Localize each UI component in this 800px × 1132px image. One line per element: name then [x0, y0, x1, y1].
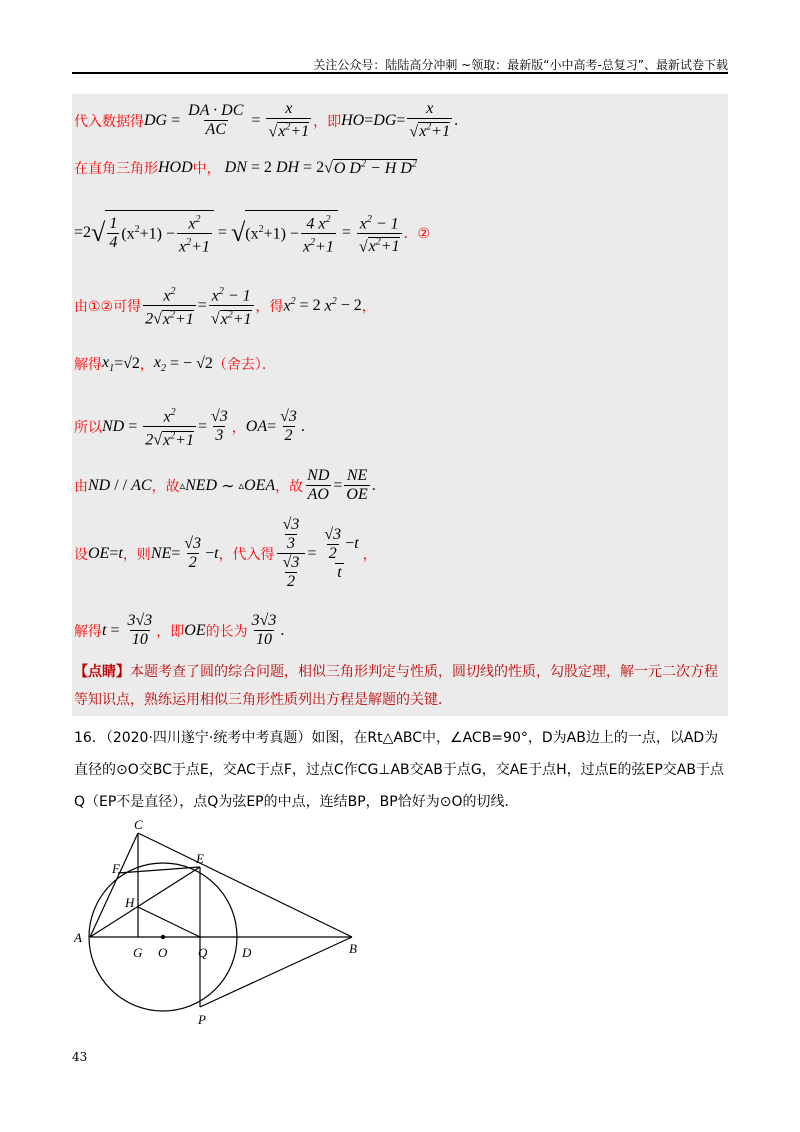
label-q: Q: [198, 945, 208, 960]
fraction: $\frac{DA \cdot DC}{AC}$: [188, 102, 244, 139]
text-fragment: ．②: [403, 226, 431, 243]
text-fragment: ，则: [122, 546, 151, 563]
header-rule: [72, 72, 728, 74]
page-header: 关注公众号：陆陆高分冲刺 ~领取：最新版“小中高考-总复习”、最新试卷下载: [313, 58, 728, 72]
line-cb: [138, 833, 352, 937]
question-text: （2020·四川遂宁·统考中考真题）如图，在Rt△ABC中，∠ACB=90°，D为AB边上的一点，以AD为直径的⊙O交BC于点E，交AC于点F，过点C作CG⊥AB交AB于点G，交AE于点H，过点E的弦EP交AB于点Q（EP不是直径），点Q为弦EP的中点，连结BP，BP恰好为⊙O的切线．: [74, 730, 724, 810]
solution-line-5: 解得 $x_1$ =√2 ， $x_2$ = − √2 （舍去）．: [74, 354, 276, 375]
text-fragment: （舍去）．: [212, 357, 276, 374]
comment-text: 本题考查了圆的综合问题，相似三角形判定与性质，圆切线的性质，勾股定理，解一元二次方程等知识点，熟练运用相似三角形性质列出方程是解题的关键．: [74, 664, 718, 708]
text-fragment: 由: [74, 478, 88, 495]
label-f: F: [112, 861, 120, 876]
text-fragment: 由①②可得: [74, 298, 142, 315]
solution-line-3: =2 √ $\frac{1}{4}$ $(x^2+1)$ − $\frac{x^2}{x^2+1}$ = √ $(x^2+1)$ − $\frac{4 x^2}{x^2+1}$ = $\frac{x^2 - 1}{√x^2+1}$ ．②: [74, 210, 430, 257]
solution-line-4: 由①②可得 $\frac{x^2}{2√x^2+1}$ = $\frac{x^2 - 1}{√x^2+1}$ ，得 $x^2$ = 2 $x^2$ − 2 ，: [74, 286, 376, 328]
question-16: [74, 722, 728, 818]
label-h: H: [125, 895, 135, 910]
text-fragment: 在直角三角形: [74, 161, 158, 177]
text-fragment: 设: [74, 546, 88, 563]
label-d: D: [242, 945, 252, 960]
fraction: $\frac{x}{√x^2+1}$: [268, 100, 310, 141]
solution-line-9: 解得 t = $\frac{3√3}{10}$ ，即 OE 的长为 $\frac{3√3}{10}$ .: [74, 612, 285, 648]
text-fragment: HOD: [158, 159, 193, 176]
line-hq: [138, 907, 200, 937]
text-fragment: 解得: [74, 357, 102, 374]
comment-block: [74, 658, 726, 714]
line-bp: [200, 937, 352, 1007]
text-fragment: 的长为: [205, 623, 248, 640]
solution-line-1: 代入数据得 DG = $\frac{DA \cdot DC}{AC}$ = $\frac{x}{√x^2+1}$ ，即 HO = DG = $\frac{x}{√x^2+1}$ .: [74, 100, 459, 141]
text-fragment: ，故: [151, 478, 180, 495]
geometry-figure: [60, 815, 380, 1025]
page-number: 43: [72, 1050, 88, 1064]
text-fragment: ，故: [275, 478, 304, 495]
text-fragment: ，即: [313, 113, 342, 130]
solution-line-8: 设 OE = t ，则 NE = $\frac{√3}{2}$ − t ，代入得 $\frac{\frac{√3}{3}}{\frac{√3}{2}}$ = $\frac{√3}{2}$ − t t ，: [74, 516, 377, 590]
text-fragment: ，代入得: [218, 546, 275, 563]
text-fragment: 所以: [74, 419, 102, 436]
label-o: O: [158, 945, 168, 960]
solution-line-6: 所以 ND = $\frac{x^2}{2√x^2+1}$ = $\frac{√3}{3}$ ， OA = $\frac{√3}{2}$ .: [74, 407, 305, 449]
label-a: A: [74, 930, 82, 945]
label-c: C: [134, 817, 143, 832]
label-e: E: [196, 851, 204, 866]
label-g: G: [133, 945, 143, 960]
label-b: B: [349, 941, 357, 956]
solution-line-2: 在直角三角形 HOD 中， DN = 2 DH = 2 √O $D^2 - H$ $D^2$: [74, 158, 417, 177]
text-fragment: ，即: [156, 623, 185, 640]
fraction: $\frac{x}{√x^2+1}$: [409, 100, 451, 141]
solution-line-7: 由 ND / / AC ，故 ▵ NED ∼ ▵ OEA ，故 $\frac{ND}{AO}$ = $\frac{NE}{OE}$ .: [74, 467, 376, 503]
text-fragment: 代入数据得: [74, 113, 144, 130]
label-p: P: [198, 1012, 206, 1025]
question-number: 16．: [74, 730, 106, 746]
text-fragment: ，得: [255, 298, 284, 315]
comment-tag: 【点睛】: [74, 664, 130, 680]
text-fragment: 中，: [192, 161, 221, 177]
text-fragment: 解得: [74, 623, 102, 640]
center-dot: [161, 935, 165, 939]
